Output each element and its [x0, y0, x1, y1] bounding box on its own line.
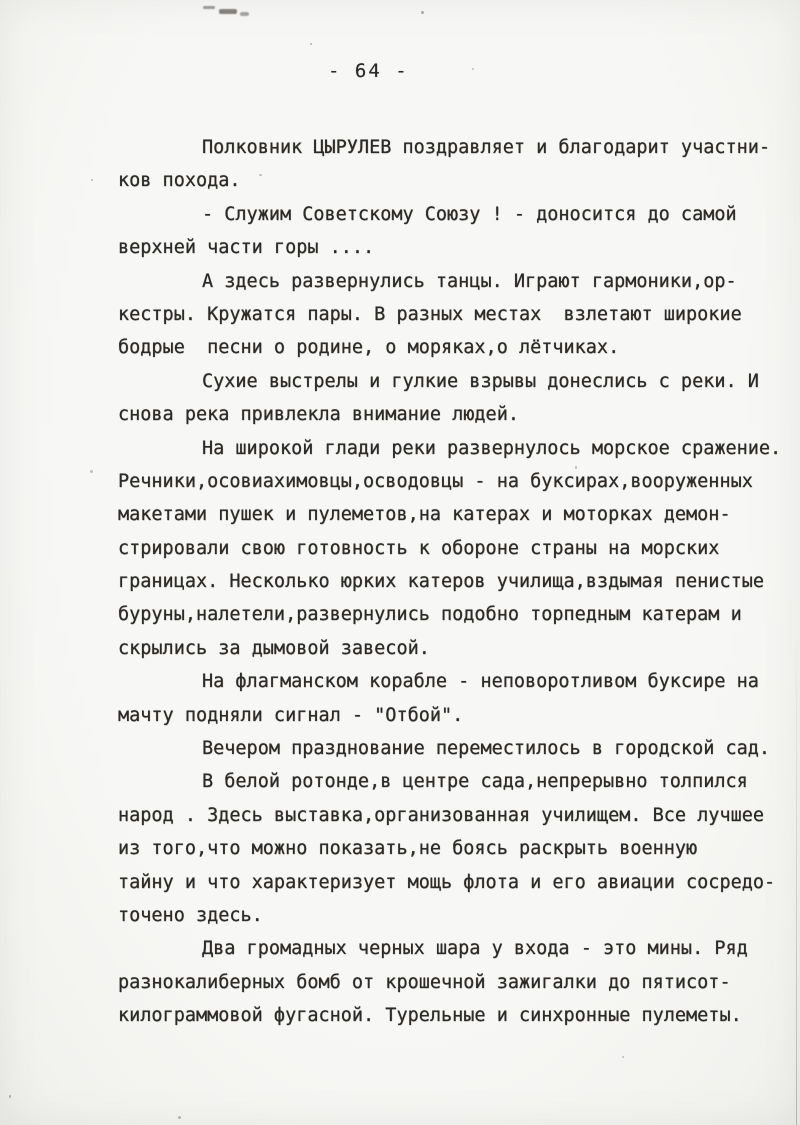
text-line: На широкой глади реки развернулось морское сражение. — [202, 437, 782, 459]
text-line: Два громадных черных шара у входа - это мины. Ряд — [202, 938, 748, 960]
scan-edge-line — [796, 620, 798, 1125]
text-line: Сухие выстрелы и гулкие взрывы донеслись с реки. И — [202, 370, 759, 392]
text-line: буруны,налетели,развернулись подобно торпедным катерам и — [118, 604, 742, 626]
text-line: Полковник ЦЫРУЛЕВ поздравляет и благодарит участни- — [202, 137, 771, 158]
text-line: разнокалиберных бомб от крошечной зажигалки до пятисот- — [118, 971, 731, 993]
text-line: бодрые песни о родине, о моряках,о лётчиках. — [118, 337, 620, 359]
text-line: границах. Несколько юрких катеров училища,вздымая пенистые — [118, 571, 765, 593]
text-line: Вечером празднование переместилось в городской сад. — [202, 738, 771, 760]
scan-speckle — [9, 1095, 11, 1098]
text-line: В белой ротонде,в центре сада,непрерывно толпился — [202, 771, 748, 793]
text-line: снова река привлекла внимание людей. — [118, 404, 519, 426]
text-line: Речники,осовиахимовцы,осводовцы - на буксирах,вооруженных — [118, 470, 753, 492]
scan-smudge — [219, 9, 237, 14]
page-number: - 64 - — [328, 60, 409, 82]
text-line: На флагманском корабле - неповоротливом буксире на — [202, 671, 759, 693]
text-line: скрылись за дымовой завесой. — [118, 637, 430, 659]
text-line: макетами пушек и пулеметов,на катерах и моторках демон- — [118, 504, 731, 526]
scan-speckle — [178, 1116, 181, 1119]
text-line: мачту подняли сигнал - "Отбой". — [118, 704, 464, 726]
text-line: кестры. Кружатся пары. В разных местах взлетают широкие — [118, 303, 742, 325]
text-line: из того,что можно показать,не боясь раскрыть военную — [118, 838, 698, 860]
scan-smudge — [240, 12, 249, 16]
text-line: ков похода. — [118, 170, 241, 192]
text-body — [118, 131, 783, 1033]
scan-speckle — [472, 68, 474, 70]
text-line: стрировали свою готовность к обороне страны на морских — [118, 537, 720, 559]
scan-speckle — [91, 179, 93, 181]
scan-speckle — [622, 1056, 624, 1058]
scan-speckle — [310, 43, 312, 45]
text-line: народ . Здесь выставка,организованная училищем. Все лучшее — [118, 804, 765, 826]
text-line: верхней части горы .... — [118, 237, 375, 259]
text-line: килограммовой фугасной. Турельные и синхронные пулеметы. — [118, 1005, 742, 1027]
text-line: точено здесь. — [118, 904, 263, 926]
text-line: тайну и что характеризует мощь флота и его авиации сосредо- — [118, 871, 776, 893]
scan-speckle — [90, 470, 93, 473]
scan-speckle — [421, 11, 424, 14]
scan-smudge — [203, 6, 215, 9]
text-line: - Служим Советскому Союзу ! - доносится до самой — [202, 203, 737, 225]
text-line: А здесь развернулись танцы. Играют гармоники,ор- — [202, 270, 737, 292]
